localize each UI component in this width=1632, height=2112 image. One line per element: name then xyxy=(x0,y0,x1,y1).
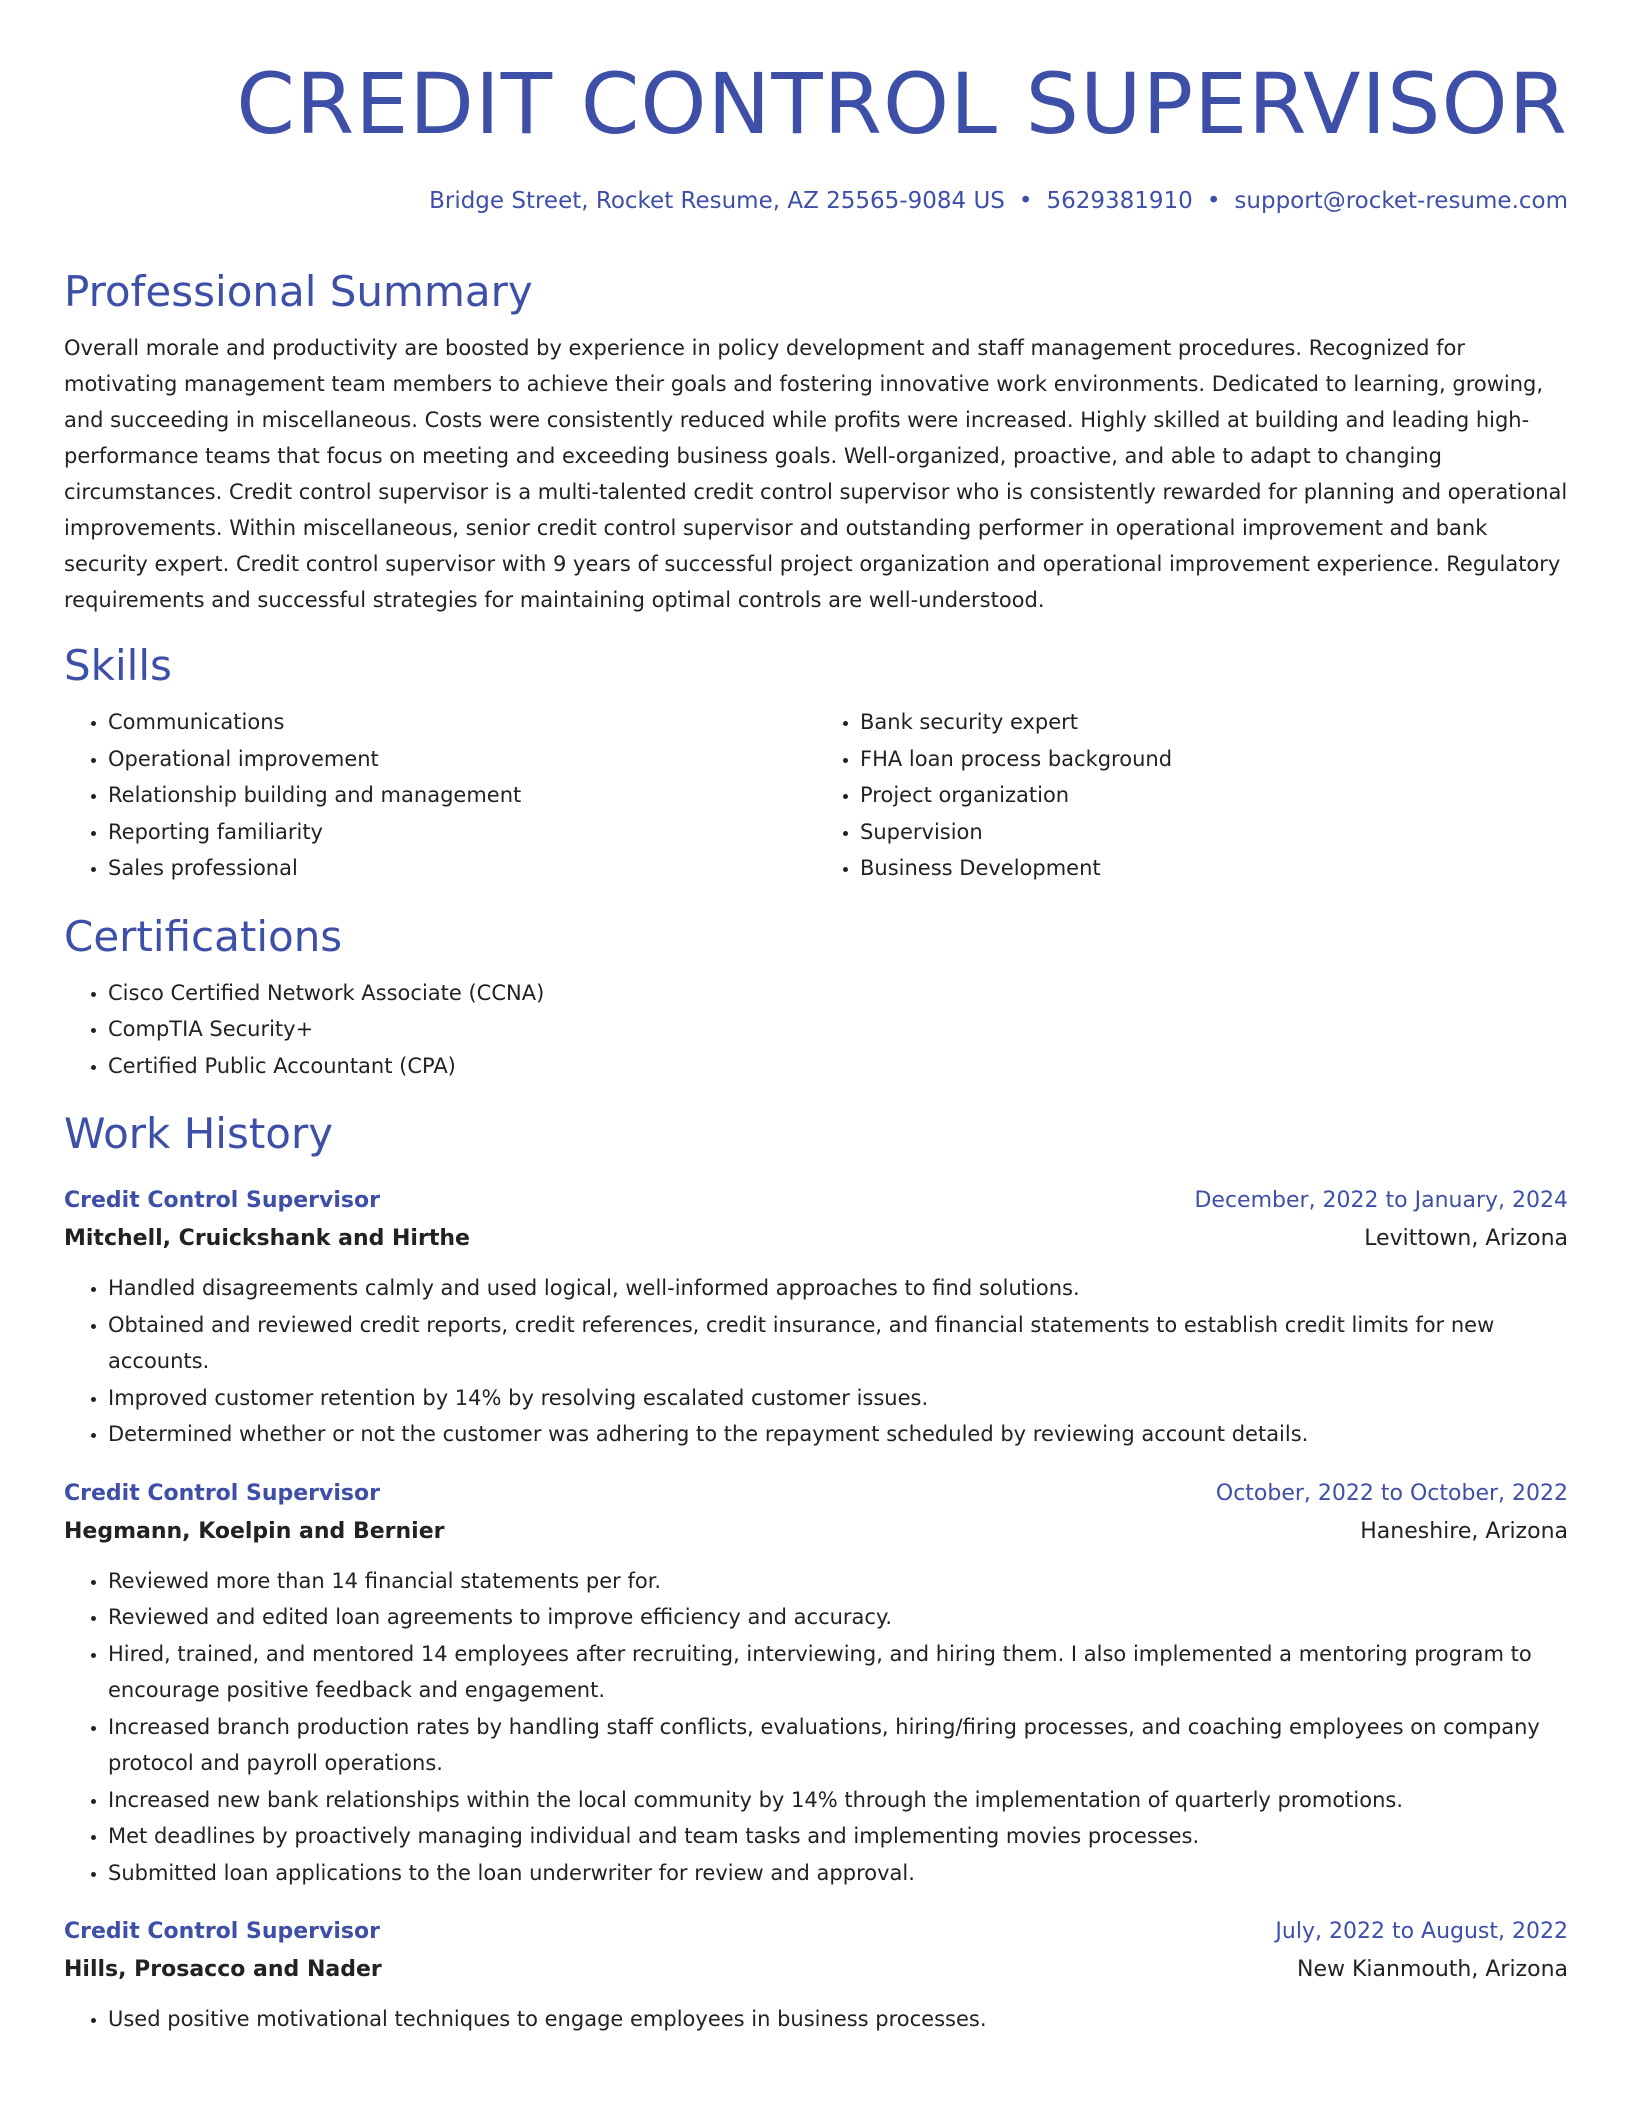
certification-item: • CompTIA Security+ xyxy=(108,1011,1568,1048)
job-location: New Kianmouth, Arizona xyxy=(1297,1957,1568,1982)
skill-item: • Communications xyxy=(108,704,816,741)
job-dates: July, 2022 to August, 2022 xyxy=(1275,1919,1568,1944)
resume-page xyxy=(64,0,1568,2038)
job-bullets xyxy=(64,1270,1568,1453)
job-bullet: • Reviewed more than 14 financial statements per for. xyxy=(108,1563,1568,1600)
skill-item: • Operational improvement xyxy=(108,741,816,778)
job-title: Credit Control Supervisor xyxy=(64,1919,380,1944)
skill-item: • Relationship building and management xyxy=(108,777,816,814)
job-dates: December, 2022 to January, 2024 xyxy=(1194,1188,1568,1213)
certifications-heading: Certifications xyxy=(64,911,343,961)
job-bullet: • Hired, trained, and mentored 14 employees after recruiting, interviewing, and hiring them. I also implemented a mentoring program to encourage positive feedback and engagement. xyxy=(108,1636,1568,1709)
skill-item: • Supervision xyxy=(860,814,1568,851)
skill-item: • Project organization xyxy=(860,777,1568,814)
summary-text: Overall morale and productivity are boosted by experience in policy development and staff management procedures. Recognized for motivating management team members to achieve their goals and fostering innovative work environments. Dedicated to learning, growing, and succeeding in miscellaneous. Costs were consistently reduced while profits were increased. Highly skilled at building and leading high-performance teams that focus on meeting and exceeding business goals. Well-organized, proactive, and able to adapt to changing circumstances. Credit control supervisor is a multi-talented credit control supervisor who is consistently rewarded for planning and operational improvements. Within miscellaneous, senior credit control supervisor and outstanding performer in operational improvement and bank security expert. Credit control supervisor with 9 years of successful project organization and operational improvement experience. Regulatory requirements and successful strategies for maintaining optimal controls are well-understood. xyxy=(64,336,1568,612)
skills-heading: Skills xyxy=(64,641,172,690)
certifications-list xyxy=(64,975,1568,1085)
job-dates: October, 2022 to October, 2022 xyxy=(1215,1480,1568,1506)
job-entry xyxy=(64,1182,1568,1453)
job-bullet: • Increased branch production rates by handling staff conflicts, evaluations, hiring/firing processes, and coaching employees on company protocol and payroll operations. xyxy=(108,1709,1568,1782)
skill-item: • Business Development xyxy=(860,850,1568,887)
skill-item: • FHA loan process background xyxy=(860,741,1568,778)
job-header-row xyxy=(64,1182,1568,1220)
job-bullet: • Reviewed and edited loan agreements to improve efficiency and accuracy. xyxy=(108,1599,1568,1636)
job-bullet: • Met deadlines by proactively managing individual and team tasks and implementing movies processes. xyxy=(108,1818,1568,1855)
skills-right-list xyxy=(816,704,1568,887)
certification-item: • Certified Public Accountant (CPA) xyxy=(108,1048,1568,1085)
contact-separator: • xyxy=(1018,188,1033,214)
job-bullet: • Handled disagreements calmly and used logical, well-informed approaches to find solutions. xyxy=(108,1270,1568,1307)
job-bullet: • Determined whether or not the customer was adhering to the repayment scheduled by reviewing account details. xyxy=(108,1416,1568,1453)
job-company-row xyxy=(64,1951,1568,1989)
job-bullets xyxy=(64,2001,1568,2038)
job-header-row xyxy=(64,1913,1568,1951)
job-bullet: • Obtained and reviewed credit reports, credit references, credit insurance, and financial statements to establish credit limits for new accounts. xyxy=(108,1307,1568,1380)
skill-item: • Bank security expert xyxy=(860,704,1568,741)
job-company-row xyxy=(64,1220,1568,1258)
job-bullet: • Increased new bank relationships within the local community by 14% through the implementation of quarterly promotions. xyxy=(108,1782,1568,1819)
job-bullet: • Used positive motivational techniques to engage employees in business processes. xyxy=(108,2001,1568,2038)
job-company: Hills, Prosacco and Nader xyxy=(64,1957,382,1982)
job-header-row xyxy=(64,1475,1568,1513)
job-bullet: • Submitted loan applications to the loan underwriter for review and approval. xyxy=(108,1855,1568,1892)
contact-address: Bridge Street, Rocket Resume, AZ 25565-9084 US xyxy=(429,188,1005,214)
skill-item: • Sales professional xyxy=(108,850,816,887)
skill-item: • Reporting familiarity xyxy=(108,814,816,851)
contact-phone: 5629381910 xyxy=(1046,188,1193,214)
job-title: Credit Control Supervisor xyxy=(64,1188,380,1213)
job-title: Credit Control Supervisor xyxy=(64,1480,380,1506)
contact-email[interactable]: support@rocket-resume.com xyxy=(1234,188,1568,214)
job-entry xyxy=(64,1475,1568,1892)
certification-item: • Cisco Certified Network Associate (CCNA) xyxy=(108,975,1568,1012)
job-company: Hegmann, Koelpin and Bernier xyxy=(64,1518,445,1544)
job-company: Mitchell, Cruickshank and Hirthe xyxy=(64,1226,470,1251)
job-bullet: • Improved customer retention by 14% by resolving escalated customer issues. xyxy=(108,1380,1568,1417)
contact-line xyxy=(64,186,1568,216)
resume-title: CREDIT CONTROL SUPERVISOR xyxy=(236,55,1568,153)
work-history-heading: Work History xyxy=(64,1109,334,1158)
summary-heading: Professional Summary xyxy=(64,267,533,316)
job-entry xyxy=(64,1913,1568,2038)
job-company-row xyxy=(64,1513,1568,1551)
skills-left-list xyxy=(64,704,816,887)
job-bullets xyxy=(64,1563,1568,1892)
job-location: Haneshire, Arizona xyxy=(1360,1518,1568,1544)
contact-separator: • xyxy=(1206,188,1221,214)
job-location: Levittown, Arizona xyxy=(1364,1226,1568,1251)
skills-columns xyxy=(64,704,1568,887)
